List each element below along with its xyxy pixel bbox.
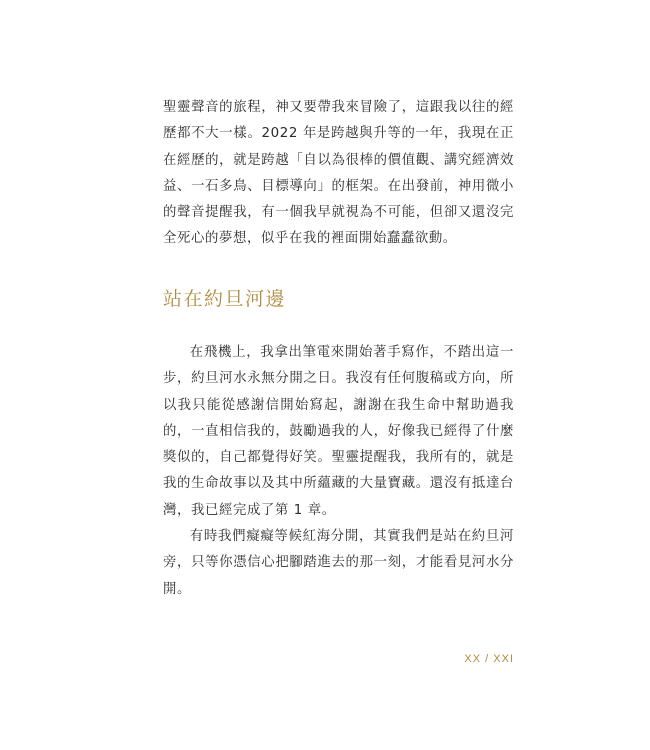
section-heading: 站在約旦河邊: [163, 288, 287, 310]
body-paragraph-2: 有時我們癡癡等候紅海分開，其實我們是站在約旦河旁，只等你憑信心把腳踏進去的那一刻，才能看見河水分開。: [163, 529, 514, 597]
section-body: [163, 340, 514, 603]
body-paragraph-1: 在飛機上，我拿出筆電來開始著手寫作，不踏出這一步，約旦河水永無分開之日。我沒有任何腹稿或方向，所以我只能從感謝信開始寫起，謝謝在我生命中幫助過我的，一直相信我的，鼓勵過我的人，好像我已經得了什麼獎似的，自己都覺得好笑。聖靈提醒我，我所有的，就是我的生命故事以及其中所蘊藏的大量寶藏。還沒有抵達台灣，我已經完成了第 1 章。: [163, 345, 514, 518]
page-number: XX / XXI: [464, 653, 514, 665]
intro-paragraph: 聖靈聲音的旅程，神又要帶我來冒險了，這跟我以往的經歷都不大一樣。2022 年是跨越與升等的一年，我現在正在經歷的，就是跨越「自以為很棒的價值觀、講究經濟效益、一石多鳥、目標導向」的框架。在出發前，神用微小的聲音提醒我，有一個我早就視為不可能，但卻又還沒完全死心的夢想，似乎在我的裡面開始蠢蠢欲動。: [163, 100, 514, 247]
